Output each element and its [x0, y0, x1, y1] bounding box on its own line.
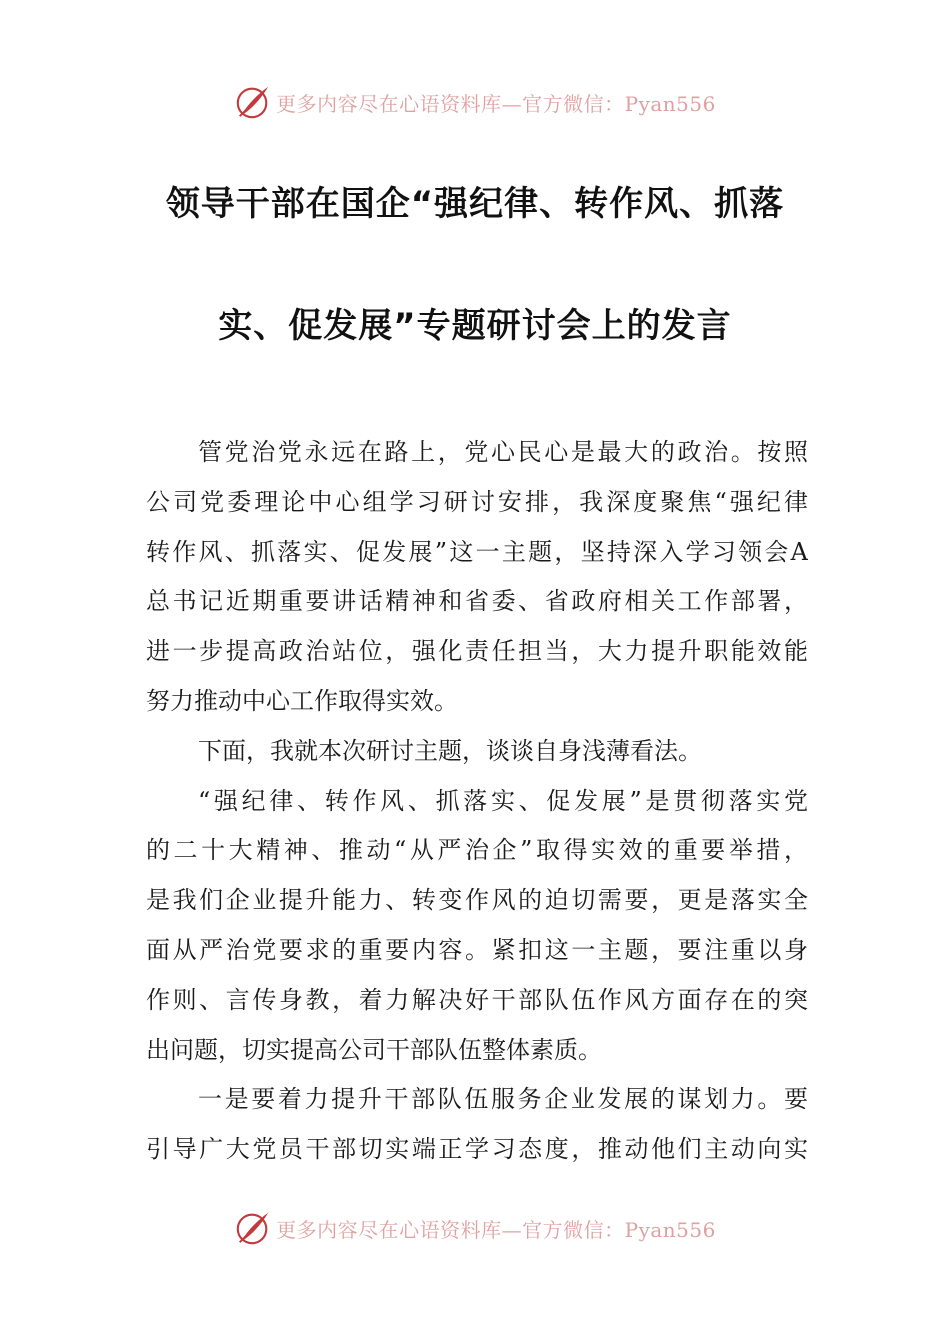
document-title-line-2: 实、促发展”专题研讨会上的发言	[218, 306, 732, 346]
document-title-line-1: 领导干部在国企“强纪律、转作风、抓落	[165, 184, 785, 224]
body-line: 管党治党永远在路上，党心民心是最大的政治。按照	[198, 438, 808, 466]
body-line: 总书记近期重要讲话精神和省委、省政府相关工作部署，	[146, 587, 808, 616]
body-line: 公司党委理论中心组学习研讨安排，我深度聚焦“强纪律	[146, 487, 808, 516]
body-line: 下面，我就本次研讨主题，谈谈自身浅薄看法。	[198, 736, 702, 765]
body-line: 作则、言传身教，着力解决好干部队伍作风方面存在的突	[146, 985, 808, 1014]
body-line: 引导广大党员干部切实端正学习态度，推动他们主动向实	[146, 1135, 808, 1164]
body-line: 出问题，切实提高公司干部队伍整体素质。	[146, 1035, 602, 1064]
watermark-footer	[0, 1208, 950, 1248]
body-line: 努力推动中心工作取得实效。	[146, 686, 458, 715]
quill-logo-icon	[234, 83, 272, 121]
watermark-text: 更多内容尽在心语资料库—官方微信：Pyan556	[276, 91, 716, 116]
body-line: 面从严治党要求的重要内容。紧扣这一主题，要注重以身	[146, 935, 808, 964]
body-line: 一是要着力提升干部队伍服务企业发展的谋划力。要	[198, 1085, 808, 1114]
body-line: “强纪律、转作风、抓落实、促发展”是贯彻落实党	[198, 786, 808, 815]
body-line: 是我们企业提升能力、转变作风的迫切需要，更是落实全	[146, 886, 808, 915]
watermark-text: 更多内容尽在心语资料库—官方微信：Pyan556	[276, 1217, 716, 1242]
watermark-header	[0, 82, 950, 122]
body-line: 转作风、抓落实、促发展”这一主题，坚持深入学习领会A	[146, 537, 808, 566]
body-line: 进一步提高政治站位，强化责任担当，大力提升职能效能	[146, 637, 808, 666]
document-body	[146, 428, 808, 1175]
quill-logo-icon	[234, 1209, 272, 1247]
body-line: 的二十大精神、推动“从严治企”取得实效的重要举措，	[146, 836, 808, 865]
